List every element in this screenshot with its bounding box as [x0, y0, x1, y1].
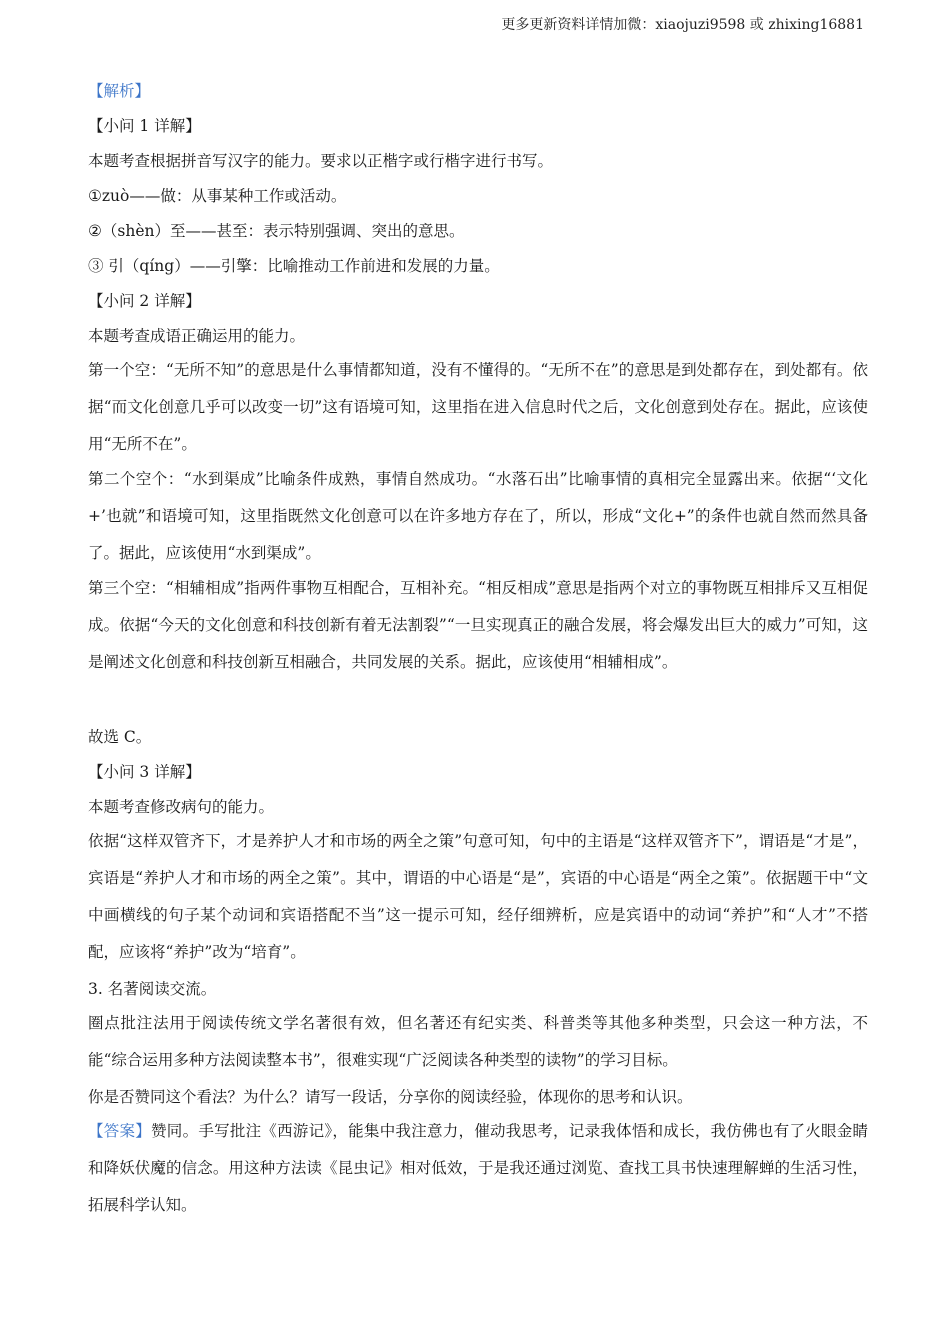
q2-paragraph-1: 第一个空：“无所不知”的意思是什么事情都知道，没有不懂得的。“无所不在”的意思是到处都存在，到处都有。依据“而文化创意几乎可以改变一切”这有语境可知，这里指在进入信息时代之后，文化创意到处存在。据此，应该使用“无所不在”。 [88, 361, 868, 453]
q2-paragraph-3: 第三个空：“相辅相成”指两件事物互相配合，互相补充。“相反相成”意思是指两个对立的事物既互相排斥又互相促成。依据“今天的文化创意和科技创新有着无法割裂”“一旦实现真正的融合发展，将会爆发出巨大的威力”可知，这是阐述文化创意和科技创新互相融合，共同发展的关系。据此，应该使用“相辅相成”。 [88, 579, 868, 671]
answer-text: 赞同。手写批注《西游记》，能集中我注意力，催动我思考，记录我体悟和成长，我仿佛也有了火眼金睛和降妖伏魔的信念。用这种方法读《昆虫记》相对低效，于是我还通过浏览、查找工具书快速理解蝉的生活习性，拓展科学认知。 [88, 1122, 868, 1214]
q1-item-1: ①zuò——做：从事某种工作或活动。 [88, 187, 347, 205]
question-3-ask: 你是否赞同这个看法？为什么？请写一段话，分享你的阅读经验，体现你的思考和认识。 [88, 1088, 693, 1106]
q1-item-2: ②（shèn）至——甚至：表示特别强调、突出的意思。 [88, 222, 465, 240]
q3-paragraph: 依据“这样双管齐下，才是养护人才和市场的两全之策”句意可知，句中的主语是“这样双管齐下”，谓语是“才是”，宾语是“养护人才和市场的两全之策”。其中，谓语的中心语是“是”，宾语的中心语是“两全之策”。依据题干中“文中画横线的句子某个动词和宾语搭配不当”这一提示可知，经仔细辨析，应是宾语中的动词“养护”和“人才”不搭配，应该将“养护”改为“培育”。 [88, 832, 868, 961]
q3-intro: 本题考查修改病句的能力。 [88, 798, 275, 816]
question-3-title: 3. 名著阅读交流。 [88, 980, 217, 998]
q2-conclusion: 故选 C。 [88, 728, 152, 746]
q1-item-3: ③ 引（qíng）——引擎：比喻推动工作前进和发展的力量。 [88, 257, 500, 275]
answer-label: 【答案】 [88, 1122, 152, 1140]
question-3-answer [88, 1113, 868, 1224]
q3-heading: 【小问 3 详解】 [88, 763, 201, 781]
question-3-prompt: 圈点批注法用于阅读传统文学名著很有效，但名著还有纪实类、科普类等其他多种类型，只会这一种方法，不能“综合运用多种方法阅读整本书”，很难实现“广泛阅读各种类型的读物”的学习目标。 [88, 1014, 868, 1069]
q1-heading: 【小问 1 详解】 [88, 117, 201, 135]
q2-paragraph-2: 第二个空个：“水到渠成”比喻条件成熟，事情自然成功。“水落石出”比喻事情的真相完全显露出来。依据“‘文化+’也就”和语境可知，这里指既然文化创意可以在许多地方存在了，所以，形成“文化+”的条件也就自然而然具备了。据此，应该使用“水到渠成”。 [88, 470, 868, 562]
q2-intro: 本题考查成语正确运用的能力。 [88, 327, 306, 345]
analysis-label: 【解析】 [88, 82, 151, 100]
q1-intro: 本题考查根据拼音写汉字的能力。要求以正楷字或行楷字进行书写。 [88, 152, 554, 170]
q2-heading: 【小问 2 详解】 [88, 292, 201, 310]
header-watermark-note: 更多更新资料详情加微：xiaojuzi9598 或 zhixing16881 [501, 17, 864, 33]
